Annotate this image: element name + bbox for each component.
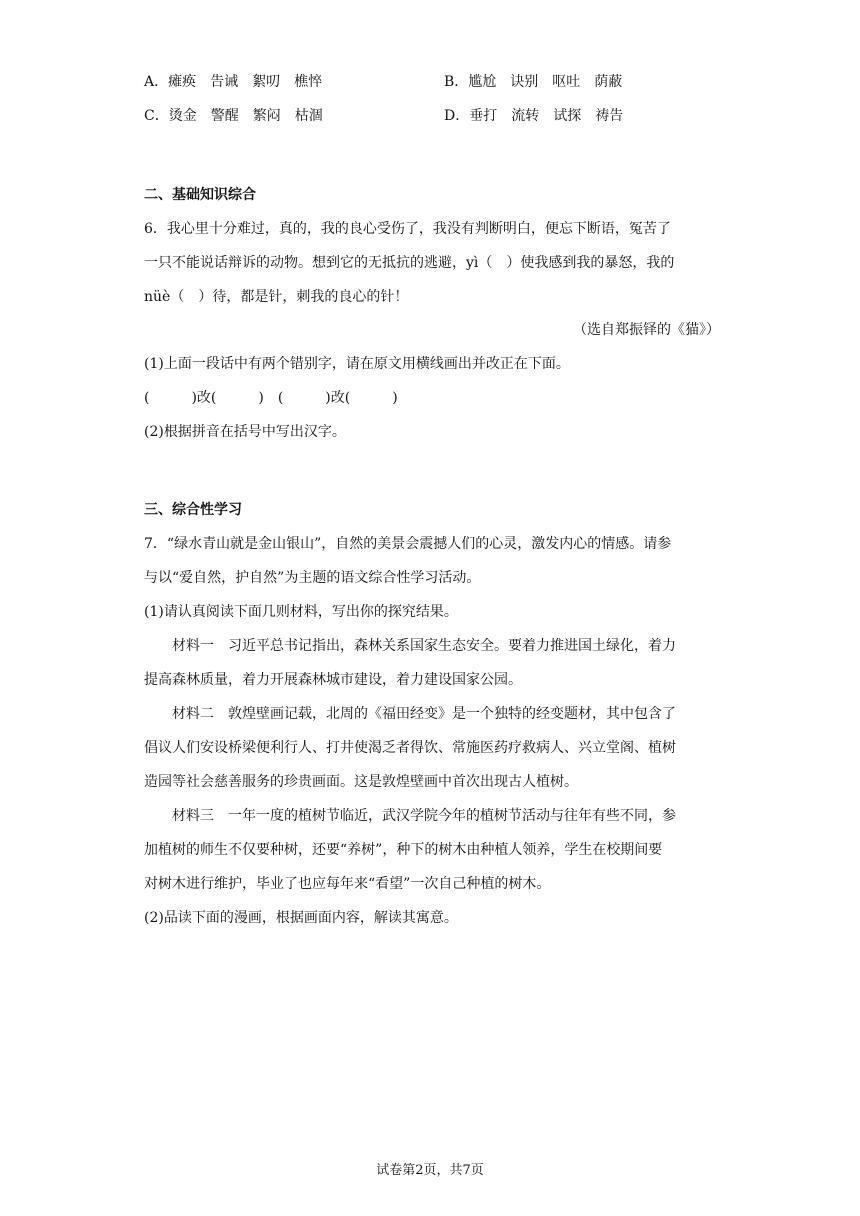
option-a: A．瘫痪 告诫 絮叨 樵悴 bbox=[144, 74, 323, 90]
q7-line-2: 与以“爱自然，护自然”为主题的语文综合性学习活动。 bbox=[144, 570, 481, 586]
page-footer: 试卷第2页，共7页 bbox=[376, 1163, 484, 1178]
material-2-line-1: 材料二 敦煌壁画记载，北周的《福田经变》是一个独特的经变题材，其中包含了 bbox=[172, 706, 676, 722]
material-2-line-3: 造园等社会慈善服务的珍贵画面。这是敦煌壁画中首次出现古人植树。 bbox=[144, 774, 578, 790]
q6-source: （选自郑振铎的《猫》） bbox=[573, 322, 720, 338]
material-3-line-3: 对树木进行维护，毕业了也应每年来“看望”一次自己种植的树木。 bbox=[144, 876, 551, 892]
q6-line-3: nüè（ ）待，都是针，刺我的良心的针！ bbox=[144, 289, 409, 305]
q7-sub-1: (1)请认真阅读下面几则材料，写出你的探究结果。 bbox=[144, 604, 458, 620]
option-b: B．尴尬 诀别 呕吐 荫蔽 bbox=[444, 74, 623, 90]
q6-sub-1: (1)上面一段话中有两个错别字，请在原文用横线画出并改正在下面。 bbox=[144, 356, 570, 372]
material-1-line-1: 材料一 习近平总书记指出，森林关系国家生态安全。要着力推进国土绿化，着力 bbox=[172, 638, 676, 654]
material-3-line-2: 加植树的师生不仅要种树，还要“养树”，种下的树木由种植人领养，学生在校期间要 bbox=[144, 842, 663, 858]
q6-line-1: 6．我心里十分难过，真的，我的良心受伤了，我没有判断明白，便忘下断语，冤苦了 bbox=[144, 221, 671, 237]
q7-line-1: 7．“绿水青山就是金山银山”，自然的美景会震撼人们的心灵，激发内心的情感。请参 bbox=[144, 536, 672, 552]
material-3-line-1: 材料三 一年一度的植树节临近，武汉学院今年的植树节活动与往年有些不同，参 bbox=[172, 808, 676, 824]
q6-line-2: 一只不能说话辩诉的动物。想到它的无抵抗的逃避，yì（ ）使我感到我的暴怒，我的 bbox=[144, 255, 675, 271]
section-title-3: 三、综合性学习 bbox=[144, 502, 242, 518]
option-c: C．烫金 警醒 繁闷 枯涸 bbox=[144, 108, 323, 124]
q7-sub-2: (2)品读下面的漫画，根据画面内容，解读其寓意。 bbox=[144, 910, 458, 926]
q6-sub-2: (2)根据拼音在括号中写出汉字。 bbox=[144, 424, 346, 440]
material-1-line-2: 提高森林质量，着力开展森林城市建设，着力建设国家公园。 bbox=[144, 672, 522, 688]
section-title-2: 二、基础知识综合 bbox=[144, 187, 256, 203]
material-2-line-2: 倡议人们安设桥梁便利行人、打井使渴乏者得饮、常施医药疗救病人、兴立堂阁、植树 bbox=[144, 740, 676, 756]
option-d: D．垂打 流转 试探 祷告 bbox=[444, 108, 624, 124]
q6-blanks: ( )改( ) ( )改( ) bbox=[144, 390, 398, 406]
